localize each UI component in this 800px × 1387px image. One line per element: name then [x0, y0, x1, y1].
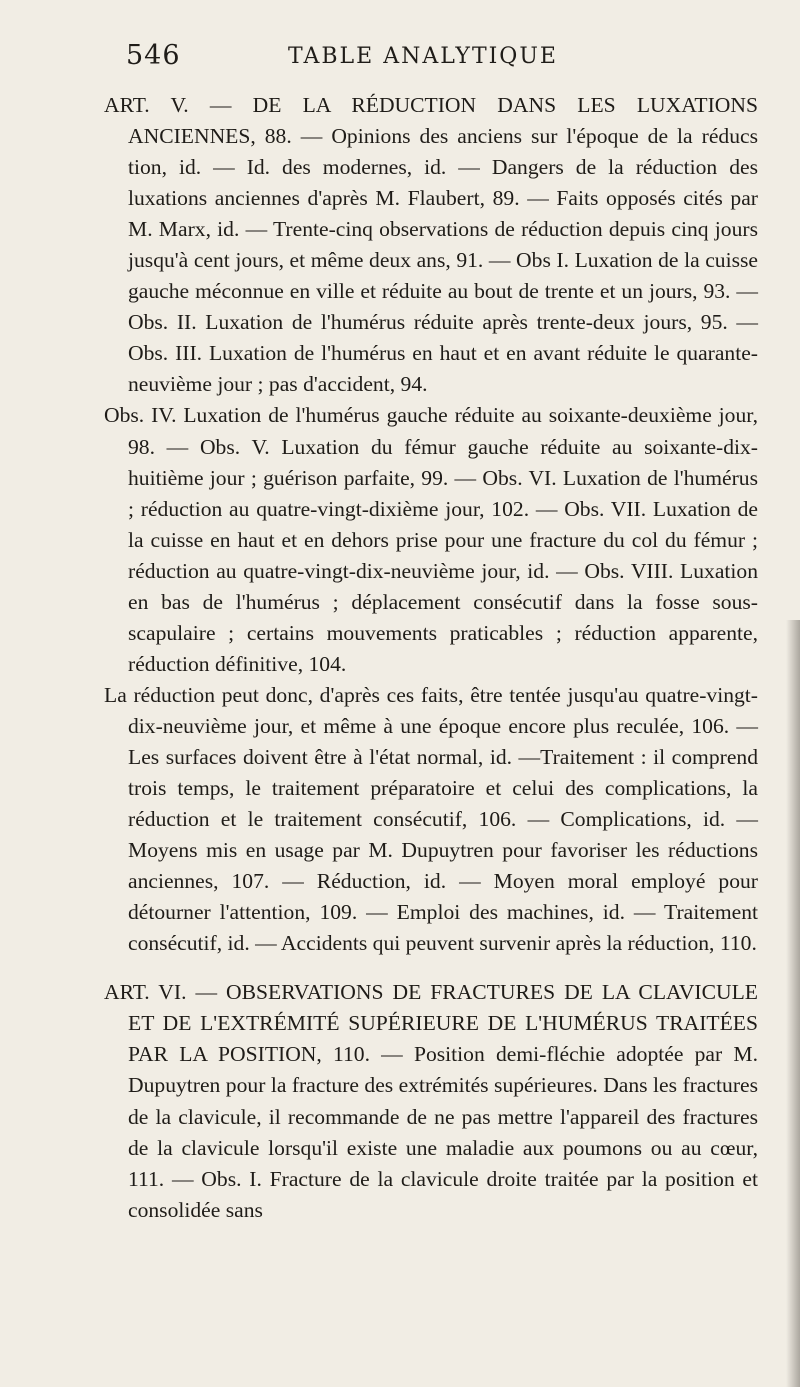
index-text: [104, 90, 758, 1226]
entry-art-vi: ART. VI. — OBSERVATIONS DE FRACTURES DE LA CLAVICULE ET DE L'EXTRÉMITÉ SUPÉRIEURE DE L'HUMÉRUS TRAITÉES PAR LA POSITION, 110. — Position demi-fléchie adoptée par M. Dupuytren pour la fracture des extrémités supérieures. Dans les fractures de la clavicule, il recommande de ne pas mettre l'appareil des fractures de la clavicule lorsqu'il existe une maladie aux poumons ou au cœur, 111. — Obs. I. Fracture de la clavicule droite traitée par la position et consolidée sans: [104, 980, 758, 1222]
page-number: 546: [126, 40, 181, 71]
entry-observations: Obs. IV. Luxation de l'humérus gauche réduite au soixante-deuxième jour, 98. — Obs. V. Luxation du fémur gauche réduite au soixante-dix-huitième jour ; guérison parfaite, 99. — Obs. VI. Luxation de l'humérus ; réduction au quatre-vingt-dixième jour, 102. — Obs. VII. Luxation de la cuisse en haut et en dehors prise pour une fracture du col du fémur ; réduction au quatre-vingt-dix-neuvième jour, id. — Obs. VIII. Luxation en bas de l'humérus ; déplacement consécutif dans la fosse sous-scapulaire ; certains mouvements praticables ; réduction apparente, réduction définitive, 104.: [104, 403, 758, 676]
page-edge-shadow: [786, 620, 800, 1387]
entry-reduction-summary: La réduction peut donc, d'après ces faits, être tentée jusqu'au quatre-vingt-dix-neuvième jour, et même à une époque encore plus reculée, 106. — Les surfaces doivent être à l'état normal, id. —Traitement : il comprend trois temps, le traitement préparatoire et celui des complications, la réduction et le traitement consécutif, 106. — Complications, id. — Moyens mis en usage par M. Dupuytren pour favoriser les réductions anciennes, 107. — Réduction, id. — Moyen moral employé pour détourner l'attention, 109. — Emploi des machines, id. — Traitement consécutif, id. — Accidents qui peuvent survenir après la réduction, 110.: [104, 682, 758, 956]
page-header-title: TABLE ANALYTIQUE: [288, 44, 558, 69]
entry-art-v: ART. V. — DE LA RÉDUCTION DANS LES LUXATIONS ANCIENNES, 88. — Opinions des anciens sur l'époque de la réducs tion, id. — Id. des modernes, id. — Dangers de la réduction des luxations anciennes d'après M. Flaubert, 89. — Faits opposés cités par M. Marx, id. — Trente-cinq observations de réduction depuis cinq jours jusqu'à cent jours, et même deux ans, 91. — Obs I. Luxation de la cuisse gauche méconnue en ville et réduite au bout de trente et un jours, 93. — Obs. II. Luxation de l'humérus réduite après trente-deux jours, 95. — Obs. III. Luxation de l'humérus en haut et en avant réduite le quarante-neuvième jour ; pas d'accident, 94.: [104, 93, 758, 397]
running-head: [0, 40, 800, 80]
